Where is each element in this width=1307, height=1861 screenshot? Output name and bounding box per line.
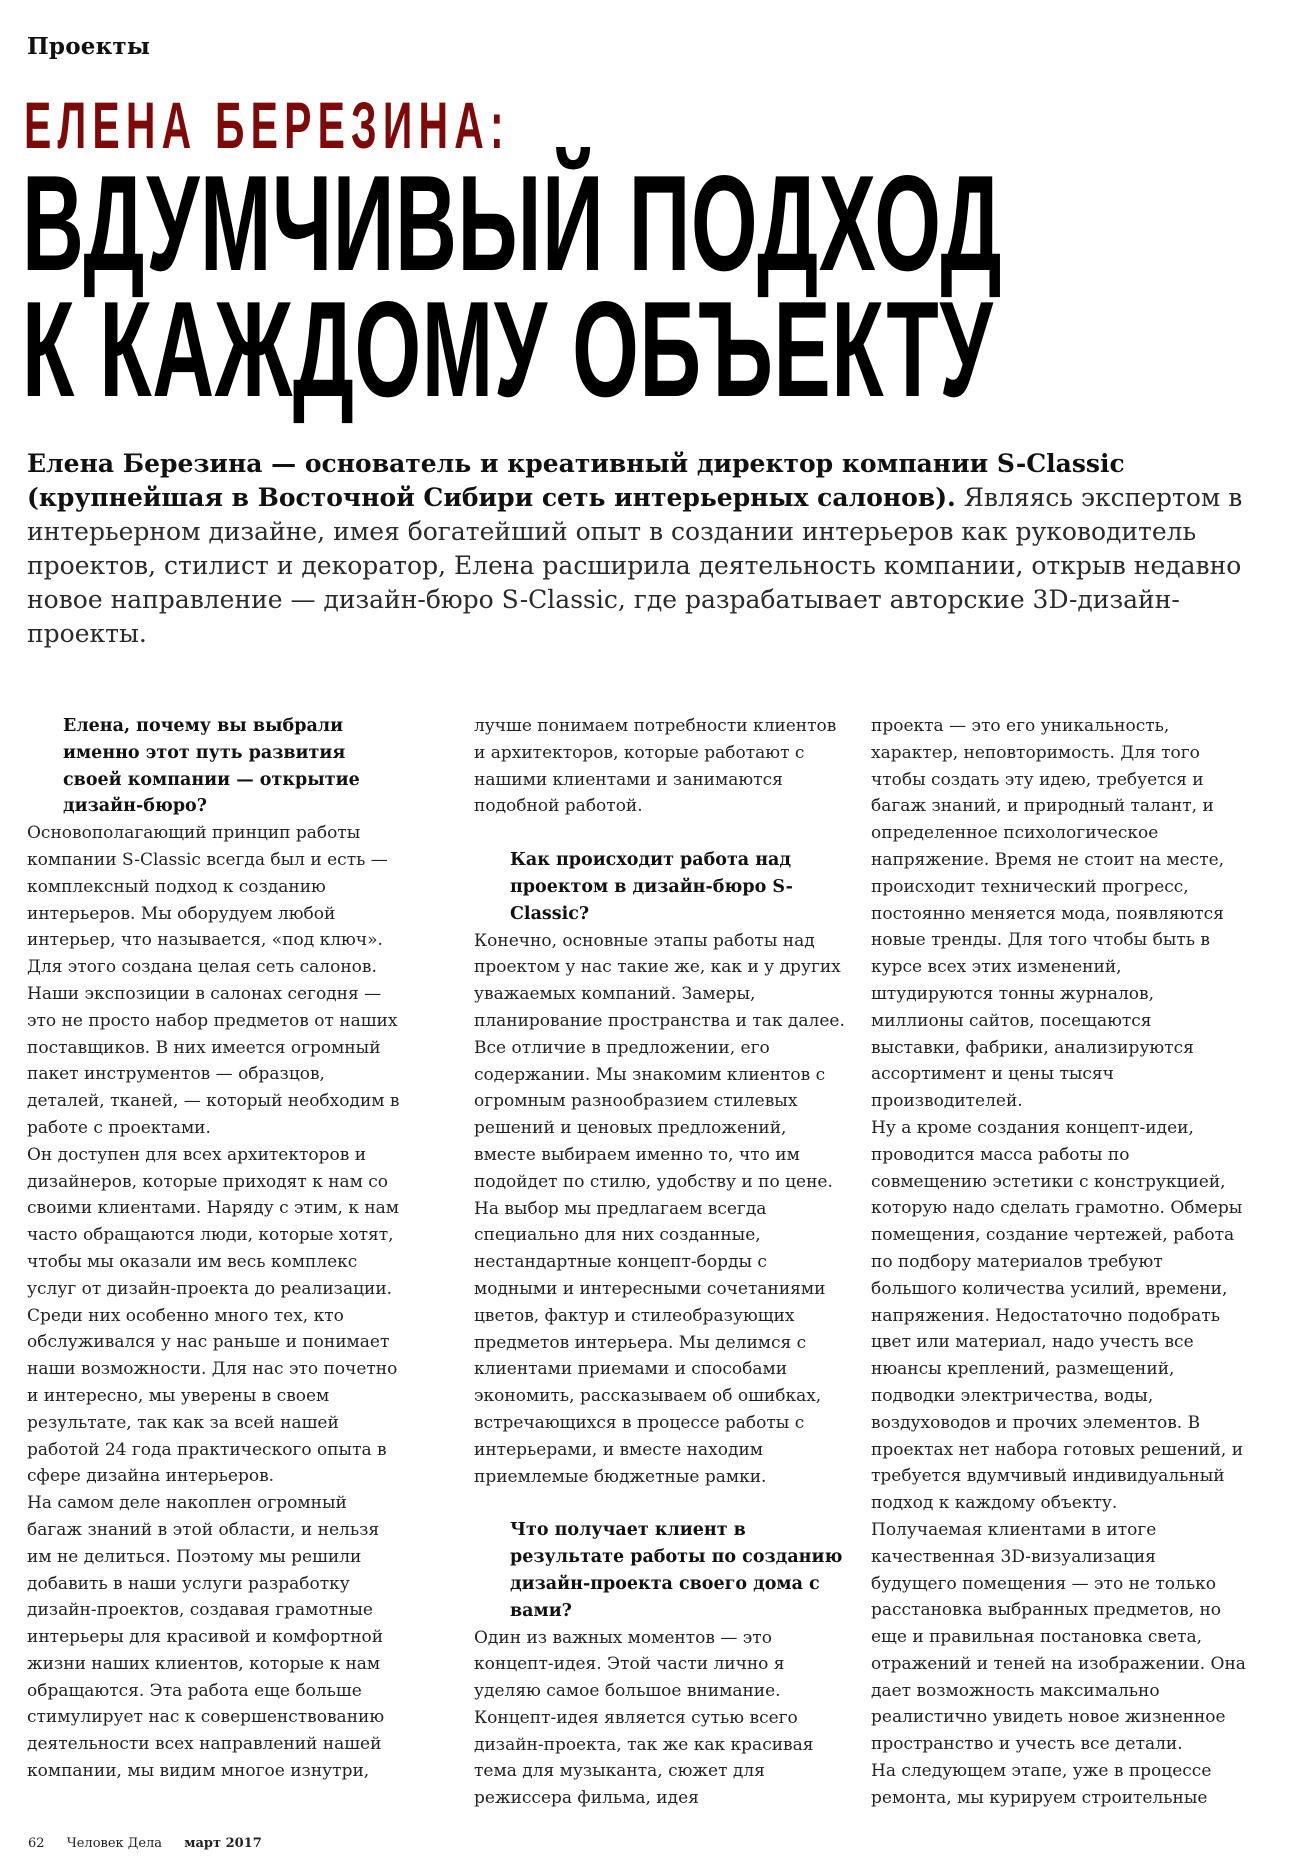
headline-line-1: ВДУМЧИВЫЙ ПОДХОД — [22, 147, 1003, 299]
answer-paragraph: проекта — это его уникальность, характер, неповторимость. Для того чтобы создать эту идею, требуется и багаж знаний, и природный талант, и определенное психологическое напряжение. Время не стоит на месте, происходит технический прогресс, постоянно меняется мода, появляются новые тренды. Для того чтобы быть в курсе всех этих изменений, штудируются тонны журналов, миллионы сайтов, посещаются выставки, фабрики, анализируются ассортимент и цены тысяч производителей. — [871, 716, 1225, 1112]
answer-paragraph: Получаемая клиентами в итоге качественная 3D-визуализация будущего помещения — это не только расстановка выбранных предметов, но еще и правильная постановка света, отражений и теней на изображении. Она дает возможность максимально реалистично увидеть новое жизненное пространство и учесть все детали. — [871, 1519, 1246, 1755]
column-3 — [871, 713, 1246, 1812]
lead-regular-text: Являясь экспертом в интерьерном дизайне, имея богатейший опыт в создании интерьеров как руководитель проектов, стилист и декоратор, Елена расширила деятельность компании, открыв недавно новое направление — дизайн-бюро S-Classic, где разрабатывает авторские 3D-дизайн-проекты. — [27, 483, 1243, 648]
article-body — [27, 713, 1247, 1813]
interview-question: Что получает клиент в результате работы по созданию дизайн-проекта своего дома с вами? — [510, 1520, 843, 1621]
lead-paragraph — [27, 447, 1277, 651]
answer-paragraph: Ну а кроме создания концепт-идеи, проводится масса работы по совмещению эстетики с конструкцией, которую надо сделать грамотно. Обмеры помещения, создание чертежей, работа по подбору материалов требуют большого количества усилий, времени, напряжения. Недостаточно подобрать цвет или материал, надо учесть все нюансы креплений, размещений, подводки электричества, воды, воздуховодов и прочих элементов. В проектах нет набора готовых решений, и требуется вдумчивый индивидуальный подход к каждому объекту. — [871, 1117, 1244, 1514]
headline-line-2: К КАЖДОМУ ОБЪЕКТУ — [22, 273, 994, 425]
column-2 — [474, 713, 849, 1812]
answer-paragraph: Основополагающий принцип работы компании S-Classic всегда был и есть — комплексный подход к созданию интерьеров. Мы оборудуем любой интерьер, что называется, «под ключ». Для этого создана целая сеть салонов. Наши экспозиции в салонах сегодня — это не просто набор предметов от наших поставщиков. В них имеется огромный пакет инструментов — образцов, деталей, тканей, — который необходим в работе с проектами. — [27, 823, 400, 1138]
answer-paragraph: Конечно, основные этапы работы над проектом у нас такие же, как и у других уважаемых компаний. Замеры, планирование пространства и так далее. Все отличие в предложении, его содержании. Мы знакомим клиентов с огромным разнообразием стилевых решений и ценовых предложений, вместе выбираем именно то, что им подойдет по стилю, удобству и по цене. На выбор мы предлагаем всегда специально для них созданные, нестандартные концепт-борды с модными и интересными сочетаниями цветов, фактур и стилеобразующих предметов интерьера. Мы делимся с клиентами приемами и способами экономить, рассказываем об ошибках, встречающихся в процессе работы с интерьерами, и вместе находим приемлемые бюджетные рамки. — [474, 930, 845, 1487]
answer-paragraph: Один из важных моментов — это концепт-идея. Этой части лично я уделяю самое большое внимание. Концепт-идея является сутью всего дизайн-проекта, так же как красивая тема для музыканта, сюжет для режиссера фильма, идея — [474, 1627, 814, 1809]
magazine-name: Человек Дела — [66, 1836, 163, 1851]
title-person-name: ЕЛЕНА БЕРЕЗИНА: — [24, 88, 510, 162]
issue-date: март 2017 — [184, 1836, 262, 1851]
section-label: Проекты — [27, 33, 151, 60]
answer-paragraph: лучше понимаем потребности клиентов и архитекторов, которые работают с нашими клиентами и занимаются подобной работой. — [474, 716, 837, 817]
answer-paragraph: Он доступен для всех архитекторов и дизайнеров, которые приходят к нам со своими клиентами. Наряду с этим, к нам часто обращаются люди, которые хотят, чтобы мы оказали им весь комплекс услуг от дизайн-проекта до реализации. Среди них особенно много тех, кто обслуживался у нас раньше и понимает наши возможности. Для нас это почетно и интересно, мы уверены в своем результате, так как за всей нашей работой 24 года практического опыта в сфере дизайна интерьеров. — [27, 1144, 400, 1487]
page-number: 62 — [28, 1836, 45, 1851]
answer-paragraph: На следующем этапе, уже в процессе ремонта, мы курируем строительные — [871, 1761, 1212, 1808]
page-footer — [28, 1836, 280, 1851]
answer-paragraph: На самом деле накоплен огромный багаж знаний в этой области, и нельзя им не делиться. Поэтому мы решили добавить в наши услуги разработку дизайн-проектов, создавая грамотные интерьеры для красивой и комфортной жизни наших клиентов, которые к нам обращаются. Эта работа еще больше стимулирует нас к совершенствованию деятельности всех направлений нашей компании, мы видим многое изнутри, — [27, 1493, 385, 1782]
lead-bold-text: Елена Березина — основатель и креативный директор компании S-Classic (крупнейшая в Восточной Сибири сеть интерьерных салонов). — [27, 449, 1125, 512]
headline — [22, 147, 1003, 425]
interview-question: Как происходит работа над проектом в дизайн-бюро S-Classic? — [510, 850, 793, 924]
interview-question: Елена, почему вы выбрали именно этот путь развития своей компании — открытие дизайн-бюро? — [63, 716, 360, 817]
column-1 — [27, 713, 402, 1785]
